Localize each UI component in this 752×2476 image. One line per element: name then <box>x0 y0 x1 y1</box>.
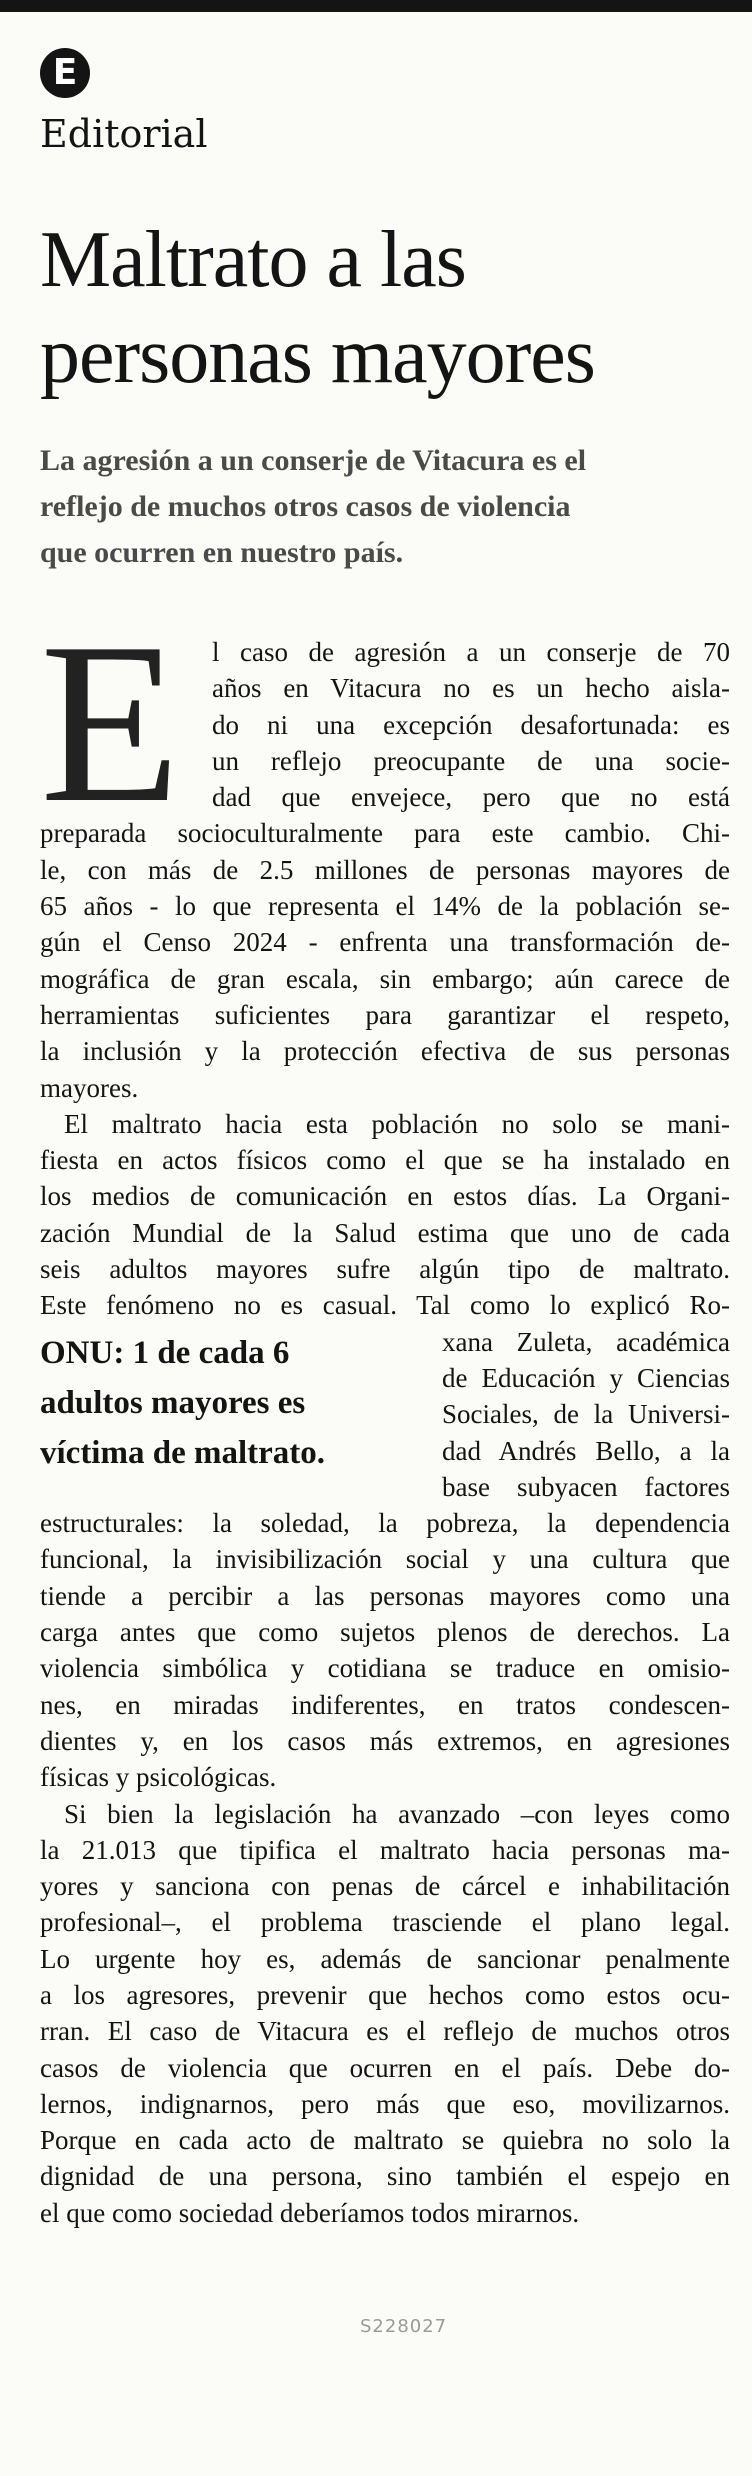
text-line: dignidad de una persona, sino también el espejo en <box>40 2161 730 2192</box>
text-line: Si bien la legislación ha avanzado –con leyes como <box>64 1798 730 1829</box>
watermark: S228027 <box>360 2316 448 2337</box>
pullquote-block <box>40 1324 730 1506</box>
text-line: El maltrato hacia esta población no solo se mani- <box>64 1108 730 1139</box>
text-line: rran. El caso de Vitacura es el reflejo de muchos otros <box>40 2016 730 2047</box>
title-line: Maltrato a las <box>40 216 466 304</box>
text-line: lernos, indignarnos, pero más que eso, movilizarnos. <box>40 2088 730 2119</box>
subtitle-line: reflejo de muchos otros casos de violencia <box>40 490 571 523</box>
text-line: Sociales, de la Universi- <box>442 1399 730 1430</box>
text-line: seis adultos mayores sufre algún tipo de maltrato. <box>40 1254 730 1285</box>
paragraph-3 <box>40 1796 730 2232</box>
pullquote-side-text <box>442 1324 730 1505</box>
text-line: años en Vitacura no es un hecho aisla- <box>212 673 730 704</box>
text-line: a los agresores, prevenir que hechos como estos ocu- <box>40 1980 730 2010</box>
drop-cap: E <box>40 638 181 828</box>
paragraph-1 <box>40 815 730 1105</box>
text-line: mográfica de gran escala, sin embargo; aún carece de <box>40 963 730 994</box>
text-line: gún el Censo 2024 - enfrenta una transformación de- <box>40 927 730 958</box>
text-line: fiesta en actos físicos como el que se ha instalado en <box>40 1145 730 1176</box>
text-line: le, con más de 2.5 millones de personas mayores de <box>40 854 730 885</box>
text-line: los medios de comunicación en estos días. La Organi- <box>40 1181 730 1212</box>
editorial-badge: E <box>40 48 90 98</box>
text-line: Lo urgente hoy es, además de sancionar penalmente <box>40 1943 730 1974</box>
article-title <box>40 212 740 404</box>
text-line: dad que envejece, pero que no está <box>212 782 730 813</box>
text-line: dientes y, en los casos más extremos, en agresiones <box>40 1725 730 1756</box>
paragraph-2 <box>40 1106 730 1324</box>
text-line: mayores. <box>40 1072 139 1103</box>
subtitle-line: que ocurren en nuestro país. <box>40 536 404 569</box>
text-line: funcional, la invisibilización social y una cultura que <box>40 1544 730 1575</box>
text-line: 65 años - lo que representa el 14% de la población se- <box>40 891 730 922</box>
article-body <box>40 634 730 2231</box>
text-line: xana Zuleta, académica <box>442 1326 730 1357</box>
text-line: herramientas suficientes para garantizar el respeto, <box>40 999 730 1030</box>
text-line: el que como sociedad deberíamos todos mirarnos. <box>40 2197 580 2228</box>
section-label: Editorial <box>40 112 208 156</box>
text-line: dad Andrés Bello, a la <box>442 1435 730 1466</box>
pullquote-line: adultos mayores es <box>40 1384 306 1421</box>
text-line: preparada socioculturalmente para este cambio. Chi- <box>40 818 730 849</box>
text-line: do ni una excepción desafortunada: es <box>212 709 730 740</box>
text-line: yores y sanciona con penas de cárcel e inhabilitación <box>40 1871 730 1902</box>
text-line: carga antes que como sujetos plenos de derechos. La <box>40 1617 730 1648</box>
paragraph-2-continued <box>40 1505 730 1795</box>
text-line: profesional–, el problema trasciende el plano legal. <box>40 1907 730 1938</box>
text-line: zación Mundial de la Salud estima que uno de cada <box>40 1217 730 1248</box>
text-line: Este fenómeno no es casual. Tal como lo explicó Ro- <box>40 1290 730 1321</box>
pullquote <box>40 1328 422 1478</box>
text-line: l caso de agresión a un conserje de 70 <box>212 637 730 667</box>
text-line: base subyacen factores <box>442 1471 730 1502</box>
text-line: un reflejo preocupante de una socie- <box>212 745 730 776</box>
pullquote-line: víctima de maltrato. <box>40 1434 325 1471</box>
top-rule <box>0 0 752 12</box>
text-line: la inclusión y la protección efectiva de sus personas <box>40 1036 730 1067</box>
pullquote-line: ONU: 1 de cada 6 <box>40 1334 290 1371</box>
text-line: violencia simbólica y cotidiana se traduce en omisio- <box>40 1653 730 1684</box>
dropcap-paragraph-lines <box>212 634 730 815</box>
text-line: casos de violencia que ocurren en el país. Debe do- <box>40 2052 730 2083</box>
text-line: estructurales: la soledad, la pobreza, la dependencia <box>40 1508 730 1539</box>
text-line: la 21.013 que tipifica el maltrato hacia personas ma- <box>40 1834 730 1865</box>
text-line: nes, en miradas indiferentes, en tratos condescen- <box>40 1689 730 1720</box>
subtitle-line: La agresión a un conserje de Vitacura es el <box>40 444 587 477</box>
text-line: físicas y psicológicas. <box>40 1762 277 1793</box>
article-subtitle <box>40 438 730 576</box>
title-line: personas mayores <box>40 312 595 400</box>
text-line: de Educación y Ciencias <box>442 1362 730 1393</box>
text-line: Porque en cada acto de maltrato se quiebra no solo la <box>40 2125 730 2156</box>
text-line: tiende a percibir a las personas mayores como una <box>40 1580 730 1611</box>
